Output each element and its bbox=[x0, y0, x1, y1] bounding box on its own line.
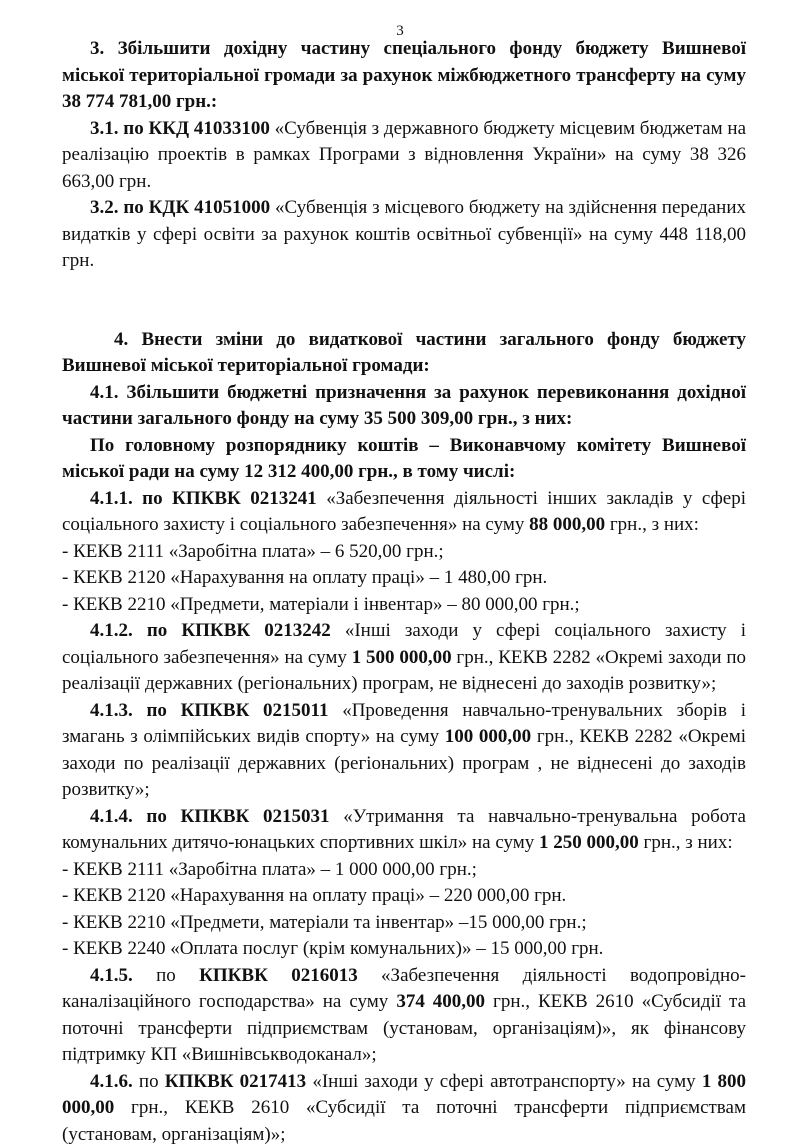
item-3-2-text: «Субвенція з місцевого бюджету на здійснення переданих видатків у сфері освіти за рахунок коштів освітньої субвенції» на суму 448 118,00 грн. bbox=[62, 197, 746, 271]
item-4-1-5-sum: 374 400,00 bbox=[396, 991, 485, 1012]
item-4-1-2-tail: грн., КЕКВ 2282 «Окремі заходи по реалізації державних (регіональних) програм, не віднесені до заходів розвитку»; bbox=[62, 647, 746, 695]
section-3-number: 3. bbox=[90, 38, 104, 59]
item-4-1-2-text: «Інші заходи у сфері соціального захисту і соціального забезпечення» на суму bbox=[62, 620, 746, 668]
item-4-1-5-number: 4.1.5. bbox=[90, 965, 133, 986]
item-4-1-4-tail: грн., з них: bbox=[639, 832, 733, 853]
item-3-1-text: «Субвенція з державного бюджету місцевим бюджетам на реалізацію проектів в рамках Програми з відновлення України» на суму 38 326 663,00 грн. bbox=[62, 118, 746, 192]
item-4-1-2-code: 4.1.2. по КПКВК 0213242 bbox=[90, 620, 331, 641]
item-4-1-3-code: 4.1.3. по КПКВК 0215011 bbox=[90, 700, 329, 721]
item-4-1-5-tail: грн., КЕКВ 2610 «Субсидії та поточні трансферти підприємствам (установам, організаціям)», як фінансову підтримку КП «Вишнівськводоканал»; bbox=[62, 991, 746, 1065]
item-4-1-4 bbox=[62, 804, 746, 857]
kekv-line: - КЕКВ 2111 «Заробітна плата» – 6 520,00 грн.; bbox=[62, 539, 746, 566]
kekv-line: - КЕКВ 2210 «Предмети, матеріали та інвентар» –15 000,00 грн.; bbox=[62, 910, 746, 937]
item-4-1-6-code: КПКВК 0217413 bbox=[165, 1071, 306, 1092]
item-4-1-5 bbox=[62, 963, 746, 1069]
section-3-heading-text: Збільшити дохідну частину спеціального фонду бюджету Вишневої міської територіальної громади за рахунок міжбюджетного трансферту на суму 38 774 781,00 грн.: bbox=[62, 38, 746, 112]
item-4-1-2-sum: 1 500 000,00 bbox=[352, 647, 452, 668]
kekv-line: - КЕКВ 2120 «Нарахування на оплату праці» – 1 480,00 грн. bbox=[62, 565, 746, 592]
item-4-1-3-text: «Проведення навчально-тренувальних зборів і змагань з олімпійських видів спорту» на суму bbox=[62, 700, 746, 748]
kekv-line: - КЕКВ 2210 «Предмети, матеріали і інвентар» – 80 000,00 грн.; bbox=[62, 592, 746, 619]
section-spacer bbox=[62, 275, 746, 327]
item-3-2 bbox=[62, 195, 746, 275]
item-4-1-1 bbox=[62, 486, 746, 539]
item-4-1-6 bbox=[62, 1069, 746, 1148]
kekv-line: - КЕКВ 2111 «Заробітна плата» – 1 000 000,00 грн.; bbox=[62, 857, 746, 884]
item-4-1: 4.1. Збільшити бюджетні призначення за рахунок перевиконання дохідної частини загального фонду на суму 35 500 309,00 грн., з них: bbox=[62, 380, 746, 433]
page-number: 3 bbox=[0, 22, 800, 40]
kekv-line: - КЕКВ 2120 «Нарахування на оплату праці» – 220 000,00 грн. bbox=[62, 883, 746, 910]
kekv-line: - КЕКВ 2240 «Оплата послуг (крім комунальних)» – 15 000,00 грн. bbox=[62, 936, 746, 963]
item-4-1-1-tail: грн., з них: bbox=[605, 514, 699, 535]
item-4-1-6-sum: 1 800 000,00 bbox=[62, 1071, 746, 1119]
item-4-1-1-code: 4.1.1. по КПКВК 0213241 bbox=[90, 488, 317, 509]
item-3-2-code: 3.2. по КДК 41051000 bbox=[90, 197, 270, 218]
item-4-1-1-text: «Забезпечення діяльності інших закладів у сфері соціального захисту і соціального забезпечення» на суму bbox=[62, 488, 746, 536]
item-4-1-4-text: «Утримання та навчально-тренувальна робота комунальних дитячо-юнацьких спортивних шкіл» на суму bbox=[62, 806, 746, 854]
item-4-1-6-tail: грн., КЕКВ 2610 «Субсидії та поточні трансферти підприємствам (установам, організаціям)»; bbox=[62, 1097, 746, 1145]
item-4-1-2 bbox=[62, 618, 746, 698]
section-4-heading: 4. Внести зміни до видаткової частини загального фонду бюджету Вишневої міської територіальної громади: bbox=[62, 327, 746, 380]
item-4-1-5-code: КПКВК 0216013 bbox=[199, 965, 358, 986]
item-4-1-5-by: по bbox=[133, 965, 199, 986]
item-3-1 bbox=[62, 116, 746, 196]
document-body bbox=[62, 36, 746, 1148]
item-4-1-4-sum: 1 250 000,00 bbox=[539, 832, 639, 853]
item-4-1-3-tail: грн., КЕКВ 2282 «Окремі заходи по реалізації державних (регіональних) програм , не віднесені до заходів розвитку»; bbox=[62, 726, 746, 800]
item-4-1-3 bbox=[62, 698, 746, 804]
item-4-1-1-sum: 88 000,00 bbox=[529, 514, 605, 535]
item-4-1-4-code: 4.1.4. по КПКВК 0215031 bbox=[90, 806, 330, 827]
item-4-1-6-text: «Інші заходи у сфері автотранспорту» на суму bbox=[306, 1071, 702, 1092]
item-4-1-5-text: «Забезпечення діяльності водопровідно-каналізаційного господарства» на суму bbox=[62, 965, 746, 1013]
item-4-1-6-number: 4.1.6. bbox=[90, 1071, 133, 1092]
item-3-1-code: 3.1. по ККД 41033100 bbox=[90, 118, 270, 139]
item-4-1-3-sum: 100 000,00 bbox=[445, 726, 531, 747]
item-4-1-6-by: по bbox=[133, 1071, 165, 1092]
section-3-heading bbox=[62, 36, 746, 116]
budget-manager-line: По головному розпоряднику коштів – Виконавчому комітету Вишневої міської ради на суму 12 312 400,00 грн., в тому числі: bbox=[62, 433, 746, 486]
